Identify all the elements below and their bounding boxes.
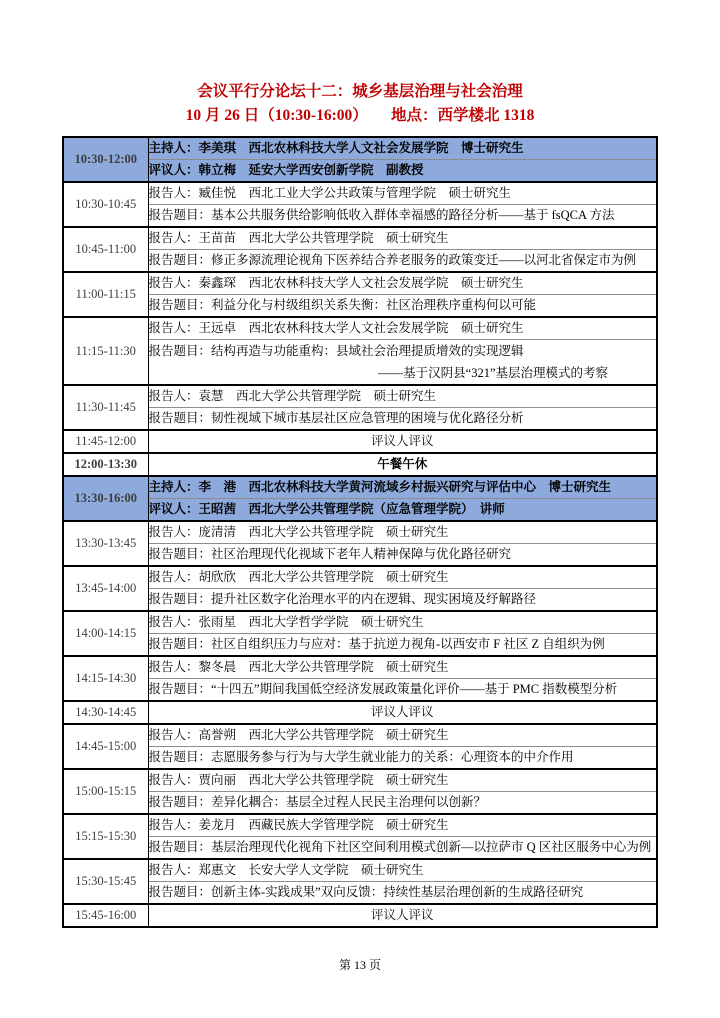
time-cell: 14:45-15:00 xyxy=(63,724,148,769)
speaker-cell: 报告人：王苗苗 西北大学公共管理学院 硕士研究生 xyxy=(148,227,657,250)
title-cell: 报告题目：基层治理现代化视角下社区空间利用模式创新—以拉萨市 Q 区社区服务中心为例 xyxy=(148,837,657,860)
time-cell: 13:30-16:00 xyxy=(63,476,148,521)
host-cell: 主持人：李 港 西北农林科技大学黄河流域乡村振兴研究与评估中心 博士研究生 xyxy=(148,476,657,499)
time-cell: 10:30-10:45 xyxy=(63,182,148,227)
table-row xyxy=(63,634,657,657)
time-cell: 14:00-14:15 xyxy=(63,611,148,656)
table-row xyxy=(63,566,657,589)
title-cell: 报告题目：差异化耦合：基层全过程人民民主治理何以创新？ xyxy=(148,792,657,815)
table-row xyxy=(63,205,657,228)
time-cell: 12:00-13:30 xyxy=(63,453,148,476)
table-row xyxy=(63,182,657,205)
table-row xyxy=(63,611,657,634)
table-row xyxy=(63,837,657,860)
time-cell: 13:30-13:45 xyxy=(63,521,148,566)
speaker-cell: 报告人：郑惠文 长安大学人文学院 硕士研究生 xyxy=(148,859,657,882)
speaker-cell: 报告人：张雨星 西北大学哲学学院 硕士研究生 xyxy=(148,611,657,634)
title-cell: 报告题目：志愿服务参与行为与大学生就业能力的关系：心理资本的中介作用 xyxy=(148,747,657,770)
speaker-cell: 报告人：贾向丽 西北大学公共管理学院 硕士研究生 xyxy=(148,769,657,792)
reviewer-cell: 评议人：韩立梅 延安大学西安创新学院 副教授 xyxy=(148,160,657,183)
title-line1: 报告题目：结构再造与功能重构：县域社会治理提质增效的实现逻辑 xyxy=(148,344,524,358)
time-cell: 11:15-11:30 xyxy=(63,317,148,385)
lunch-cell: 午餐午休 xyxy=(148,453,657,476)
host-cell: 主持人：李美琪 西北农林科技大学人文社会发展学院 博士研究生 xyxy=(148,137,657,160)
table-row xyxy=(63,227,657,250)
schedule-table xyxy=(62,136,658,928)
speaker-cell: 报告人：庞清清 西北大学公共管理学院 硕士研究生 xyxy=(148,521,657,544)
speaker-cell: 报告人：姜龙月 西藏民族大学管理学院 硕士研究生 xyxy=(148,814,657,837)
table-row xyxy=(63,589,657,612)
speaker-cell: 报告人：王远卓 西北农林科技大学人文社会发展学院 硕士研究生 xyxy=(148,317,657,340)
time-cell: 15:15-15:30 xyxy=(63,814,148,859)
table-row xyxy=(63,272,657,295)
title-cell: 报告题目：利益分化与村级组织关系失衡：社区治理秩序重构何以可能 xyxy=(148,295,657,318)
table-row xyxy=(63,521,657,544)
table-row xyxy=(63,859,657,882)
review-row xyxy=(63,904,657,927)
table-row xyxy=(63,250,657,273)
title-cell: 报告题目：修正多源流理论视角下医养结合养老服务的政策变迁——以河北省保定市为例 xyxy=(148,250,657,273)
speaker-cell: 报告人：胡欣欣 西北大学公共管理学院 硕士研究生 xyxy=(148,566,657,589)
page-number: 第 13 页 xyxy=(338,958,381,972)
review-row xyxy=(63,430,657,453)
time-cell: 11:00-11:15 xyxy=(63,272,148,317)
review-cell: 评议人评议 xyxy=(148,701,657,724)
time-cell: 15:45-16:00 xyxy=(63,904,148,927)
table-row xyxy=(63,724,657,747)
speaker-cell: 报告人：袁慧 西北大学公共管理学院 硕士研究生 xyxy=(148,385,657,408)
table-row xyxy=(63,747,657,770)
time-cell: 13:45-14:00 xyxy=(63,566,148,611)
speaker-cell: 报告人：秦鑫琛 西北农林科技大学人文社会发展学院 硕士研究生 xyxy=(148,272,657,295)
title-cell: 报告题目：创新主体-实践成果”双向反馈：持续性基层治理创新的生成路径研究 xyxy=(148,882,657,905)
speaker-cell: 报告人：黎冬晨 西北大学公共管理学院 硕士研究生 xyxy=(148,656,657,679)
table-row xyxy=(63,544,657,567)
table-row xyxy=(63,317,657,340)
time-cell: 10:30-12:00 xyxy=(63,137,148,182)
session-header-row xyxy=(63,160,657,183)
title-cell: 报告题目：“十四五”期间我国低空经济发展政策量化评价——基于 PMC 指数模型分析 xyxy=(148,679,657,702)
time-cell: 11:45-12:00 xyxy=(63,430,148,453)
table-row xyxy=(63,679,657,702)
time-cell: 14:30-14:45 xyxy=(63,701,148,724)
title-cell: 报告题目：基本公共服务供给影响低收入群体幸福感的路径分析——基于 fsQCA 方法 xyxy=(148,205,657,228)
time-cell: 14:15-14:30 xyxy=(63,656,148,701)
table-row xyxy=(63,769,657,792)
table-row xyxy=(63,385,657,408)
time-cell: 15:00-15:15 xyxy=(63,769,148,814)
session-header-row xyxy=(63,499,657,522)
session-header-row xyxy=(63,476,657,499)
forum-title: 会议平行分论坛十二：城乡基层治理与社会治理 xyxy=(197,83,523,100)
review-row xyxy=(63,701,657,724)
time-cell: 11:30-11:45 xyxy=(63,385,148,430)
title-cell: 报告题目：提升社区数字化治理水平的内在逻辑、现实困境及纾解路径 xyxy=(148,589,657,612)
date-location: 10 月 26 日（10:30-16:00） 地点：西学楼北 1318 xyxy=(185,107,535,124)
title-cell: 报告题目：社区治理现代化视域下老年人精神保障与优化路径研究 xyxy=(148,544,657,567)
reviewer-cell: 评议人：王昭茜 西北大学公共管理学院（应急管理学院） 讲师 xyxy=(148,499,657,522)
title-cell: 报告题目：社区自组织压力与应对：基于抗逆力视角-以西安市 F 社区 Z 自组织为例 xyxy=(148,634,657,657)
speaker-cell: 报告人：高誉朔 西北大学公共管理学院 硕士研究生 xyxy=(148,724,657,747)
table-row xyxy=(63,882,657,905)
table-row xyxy=(63,656,657,679)
table-row xyxy=(63,792,657,815)
review-cell: 评议人评议 xyxy=(148,904,657,927)
session-header-row xyxy=(63,137,657,160)
table-row xyxy=(63,814,657,837)
time-cell: 15:30-15:45 xyxy=(63,859,148,904)
lunch-row xyxy=(63,453,657,476)
review-cell: 评议人评议 xyxy=(148,430,657,453)
table-row xyxy=(63,340,657,386)
title-cell: 报告题目：韧性视域下城市基层社区应急管理的困境与优化路径分析 xyxy=(148,408,657,431)
title-line2: ——基于汉阴县“321”基层治理模式的考察 xyxy=(378,366,608,380)
time-cell: 10:45-11:00 xyxy=(63,227,148,272)
table-row xyxy=(63,408,657,431)
table-row xyxy=(63,295,657,318)
speaker-cell: 报告人：臧佳悦 西北工业大学公共政策与管理学院 硕士研究生 xyxy=(148,182,657,205)
title-cell xyxy=(148,340,657,386)
